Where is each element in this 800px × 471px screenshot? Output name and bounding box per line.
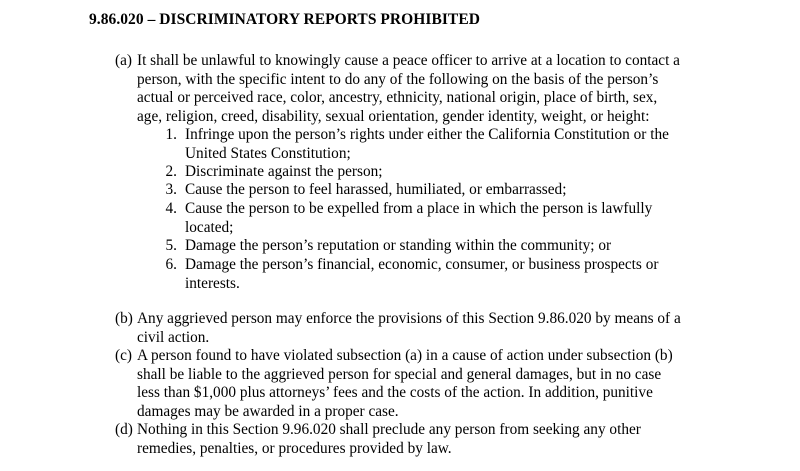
- list-item-number: 3.: [165, 181, 177, 198]
- subsection-a-line: age, religion, creed, disability, sexual orientation, gender identity, weight, or height:: [137, 107, 650, 125]
- list-item-2: [161, 163, 721, 182]
- subsection-c: [115, 347, 735, 421]
- list-item-5: [161, 237, 721, 256]
- subsection-b-line: civil action.: [137, 328, 210, 346]
- subsection-a-line: actual or perceived race, color, ancestry, ethnicity, national origin, place of birth, sex,: [137, 89, 658, 107]
- subsection-d: [115, 421, 735, 458]
- list-item-line: Damage the person’s financial, economic, consumer, or business prospects or: [185, 256, 659, 273]
- list-item-1: [161, 126, 721, 163]
- subsection-d-line: remedies, penalties, or procedures provided by law.: [137, 439, 452, 457]
- list-item-line: United States Constitution;: [185, 144, 351, 162]
- list-item-6: [161, 256, 721, 293]
- list-item-line: located;: [185, 218, 234, 236]
- subsection-c-line: A person found to have violated subsection (a) in a cause of action under subsection (b): [137, 347, 673, 364]
- subsection-c-line: shall be liable to the aggrieved person for special and general damages, but in no case: [137, 365, 662, 383]
- subsection-b-line: Any aggrieved person may enforce the provisions of this Section 9.86.020 by means of a: [137, 310, 681, 327]
- list-item-line: Cause the person to be expelled from a place in which the person is lawfully: [185, 200, 653, 217]
- list-item-number: 5.: [165, 237, 177, 254]
- list-item-number: 1.: [165, 126, 177, 143]
- list-item-3: [161, 181, 721, 200]
- list-item-line: Infringe upon the person’s rights under either the California Constitution or the: [185, 126, 669, 143]
- list-item-line: interests.: [185, 274, 240, 292]
- list-item-number: 4.: [165, 200, 177, 217]
- list-item-line: Discriminate against the person;: [185, 163, 383, 180]
- subsection-a-label: (a): [115, 52, 132, 69]
- list-item-number: 6.: [165, 256, 177, 273]
- subsection-a-line: person, with the specific intent to do any of the following on the basis of the person’s: [137, 70, 659, 88]
- list-item-4: [161, 200, 721, 237]
- subsection-c-line: less than $1,000 plus attorneys’ fees and the costs of the action. In addition, punitive: [137, 384, 653, 402]
- subsection-b: [115, 310, 735, 347]
- list-item-line: Cause the person to feel harassed, humiliated, or embarrassed;: [185, 181, 567, 198]
- section-title: 9.86.020 – DISCRIMINATORY REPORTS PROHIBITED: [89, 11, 480, 28]
- subsection-d-line: Nothing in this Section 9.96.020 shall preclude any person from seeking any other: [137, 421, 641, 438]
- subsection-a-line: It shall be unlawful to knowingly cause a peace officer to arrive at a location to contact a: [137, 52, 680, 69]
- subsection-a-text: [137, 52, 735, 126]
- subsection-a: [115, 52, 735, 126]
- subsection-c-label: (c): [115, 347, 132, 364]
- subsection-c-line: damages may be awarded in a proper case.: [137, 402, 399, 420]
- list-item-line: Damage the person’s reputation or standing within the community; or: [185, 237, 612, 254]
- list-item-number: 2.: [165, 163, 177, 180]
- subsection-d-label: (d): [115, 421, 133, 438]
- subsection-b-label: (b): [115, 310, 133, 327]
